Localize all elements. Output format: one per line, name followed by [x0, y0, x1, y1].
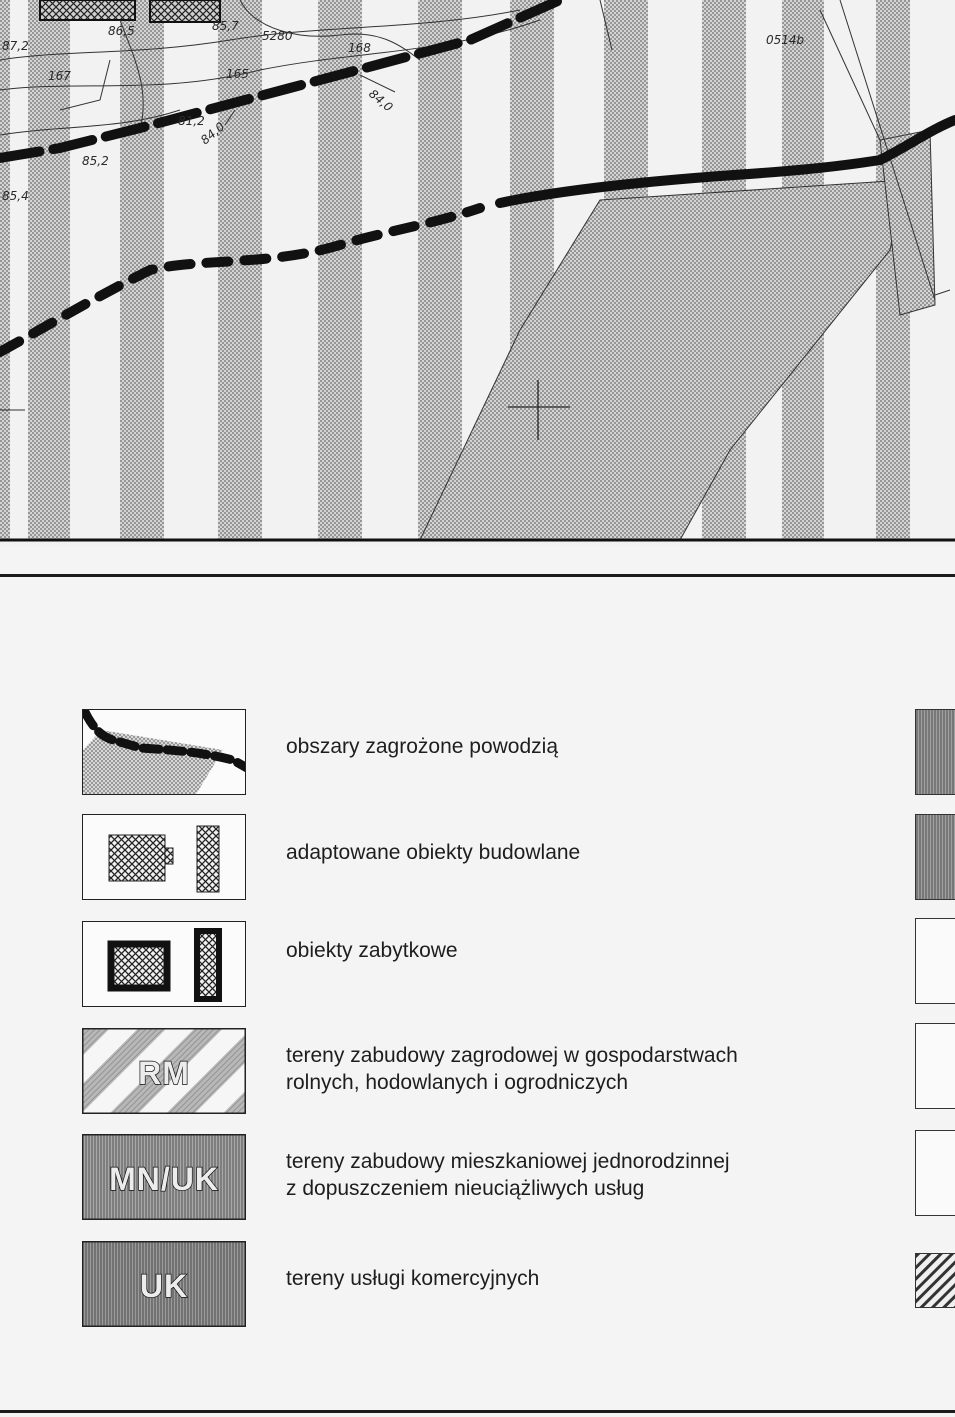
legend-label-mnuk [286, 1148, 730, 1202]
legend-label-line: rolnych, hodowlanych i ogrodniczych [286, 1071, 629, 1094]
adapted-buildings-symbol [82, 814, 246, 900]
rm-zone-symbol [82, 1028, 246, 1114]
map-label: 168 [348, 41, 371, 55]
legend-item-uk [0, 1241, 955, 1327]
legend-label-line: obiekty zabytkowe [286, 939, 458, 962]
map-label: 85,2 [82, 154, 109, 168]
legend-item-rm [0, 1028, 955, 1114]
legend-label-flood [286, 733, 558, 760]
partial-legend-box [915, 1130, 955, 1216]
partial-legend-box [915, 918, 955, 1004]
uk-zone-symbol [82, 1241, 246, 1327]
mnuk-code-label: MN/UK [109, 1161, 219, 1197]
legend-label-monuments [286, 937, 458, 964]
legend-item-monuments [0, 921, 955, 1007]
partial-legend-box [915, 1253, 955, 1308]
uk-code-label: UK [139, 1268, 189, 1304]
divider-line [0, 574, 955, 577]
map-label: 167 [48, 69, 71, 83]
legend-item-adapted [0, 814, 955, 900]
partial-legend-box [915, 1023, 955, 1109]
map-label: 84,0 [366, 86, 396, 115]
partial-legend-box [915, 709, 955, 795]
map-label: 86,5 [108, 24, 135, 38]
map-label: 5280 [262, 29, 293, 43]
map-label: 165 [226, 67, 249, 81]
map-drawing [0, 0, 955, 545]
mnuk-zone-symbol [82, 1134, 246, 1220]
legend-label-line: adaptowane obiekty budowlane [286, 841, 581, 864]
legend-label-line: z dopuszczeniem nieuciążliwych usług [286, 1177, 645, 1200]
map-label: 84,0 [197, 119, 228, 148]
legend-label-line: tereny zabudowy mieszkaniowej jednorodzinnej [286, 1150, 730, 1173]
legend-item-flood [0, 709, 955, 795]
legend-item-mnuk [0, 1134, 955, 1220]
rm-code-label: RM [138, 1055, 190, 1091]
legend-label-rm [286, 1042, 738, 1096]
map-label: 87,2 [2, 39, 29, 53]
map-fragment [0, 0, 955, 545]
flood-area-symbol [82, 709, 246, 795]
legend-label-uk [286, 1265, 539, 1292]
map-label: 85,7 [212, 19, 239, 33]
legend-label-line: obszary zagrożone powodzią [286, 735, 558, 758]
legend-label-adapted [286, 839, 580, 866]
bottom-divider-line [0, 1410, 955, 1413]
map-label: 81,2 [178, 114, 205, 128]
monument-buildings-symbol [82, 921, 246, 1007]
map-label: 85,4 [2, 189, 29, 203]
legend-label-line: tereny zabudowy zagrodowej w gospodarstwach [286, 1044, 738, 1067]
map-label: 0514b [766, 33, 805, 47]
partial-legend-box [915, 814, 955, 900]
legend-label-line: tereny usługi komercyjnych [286, 1267, 540, 1290]
